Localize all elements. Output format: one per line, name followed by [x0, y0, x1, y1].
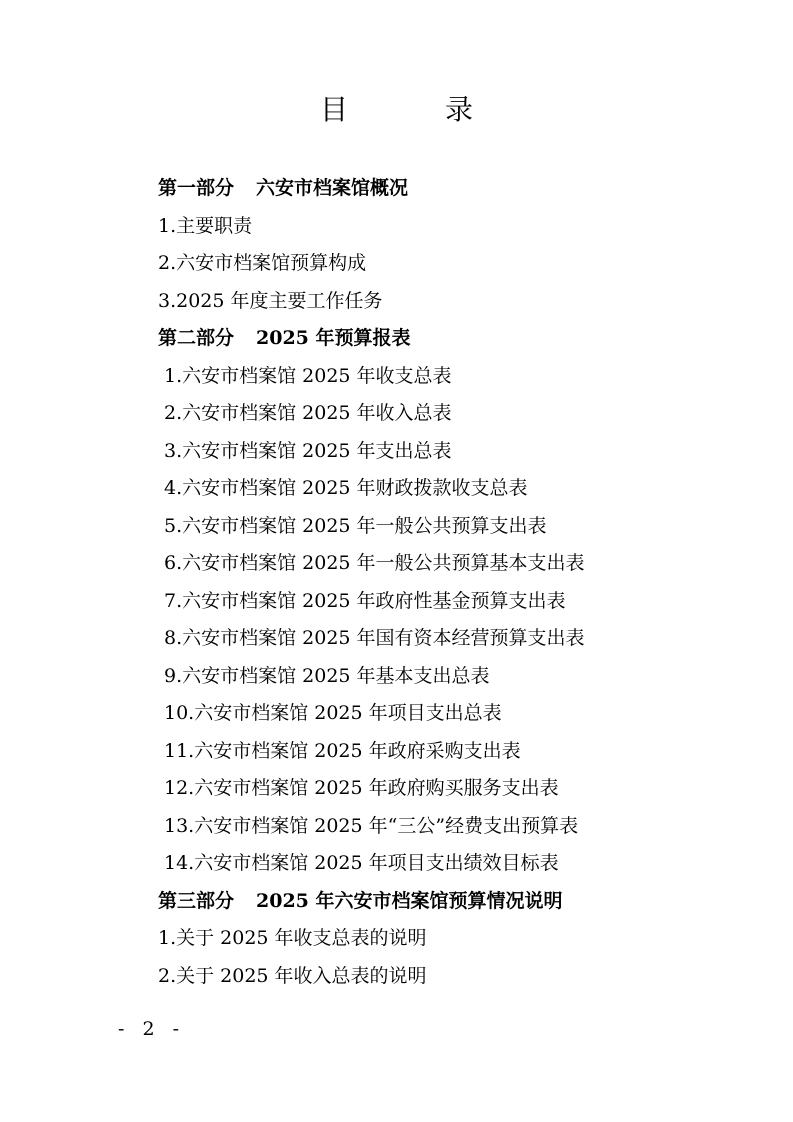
- toc-item: 3.六安市档案馆 2025 年支出总表: [164, 439, 452, 462]
- toc-item: 9.六安市档案馆 2025 年基本支出总表: [164, 664, 490, 687]
- toc-item: 8.六安市档案馆 2025 年国有资本经营预算支出表: [164, 627, 585, 649]
- toc-item: 1.主要职责: [158, 214, 253, 237]
- part-heading-text: 2025 年预算报表: [256, 327, 411, 349]
- part-heading-prefix: 第二部分: [158, 327, 235, 349]
- toc-item: 1.关于 2025 年收支总表的说明: [158, 927, 427, 949]
- toc-item: 3.2025 年度主要工作任务: [158, 289, 383, 312]
- toc-item: 13.六安市档案馆 2025 年“三公”经费支出预算表: [164, 814, 579, 837]
- part-heading-text: 六安市档案馆概况: [256, 177, 409, 199]
- page-number: - 2 -: [118, 1018, 186, 1040]
- part-heading-prefix: 第三部分: [158, 889, 235, 912]
- toc-item: 2.六安市档案馆预算构成: [158, 252, 367, 274]
- toc-item: 7.六安市档案馆 2025 年政府性基金预算支出表: [164, 589, 566, 612]
- toc-item: 14.六安市档案馆 2025 年项目支出绩效目标表: [164, 852, 559, 874]
- toc-part-heading: [158, 883, 758, 921]
- toc-item: 6.六安市档案馆 2025 年一般公共预算基本支出表: [164, 552, 585, 574]
- table-of-contents: [158, 170, 758, 995]
- toc-part-heading: [158, 320, 758, 358]
- toc-item: 5.六安市档案馆 2025 年一般公共预算支出表: [164, 514, 547, 537]
- toc-item: 11.六安市档案馆 2025 年政府采购支出表: [164, 739, 521, 762]
- toc-item: 12.六安市档案馆 2025 年政府购买服务支出表: [164, 777, 559, 799]
- page-title: 目 录: [320, 93, 517, 126]
- toc-item: 4.六安市档案馆 2025 年财政拨款收支总表: [164, 477, 528, 499]
- toc-item: 2.关于 2025 年收入总表的说明: [158, 964, 427, 987]
- toc-item: 2.六安市档案馆 2025 年收入总表: [164, 402, 452, 424]
- part-heading-text: 2025 年六安市档案馆预算情况说明: [256, 889, 563, 912]
- toc-item: 1.六安市档案馆 2025 年收支总表: [164, 364, 452, 387]
- toc-part-heading: [158, 170, 758, 208]
- toc-item: 10.六安市档案馆 2025 年项目支出总表: [164, 702, 502, 724]
- part-heading-prefix: 第一部分: [158, 177, 235, 199]
